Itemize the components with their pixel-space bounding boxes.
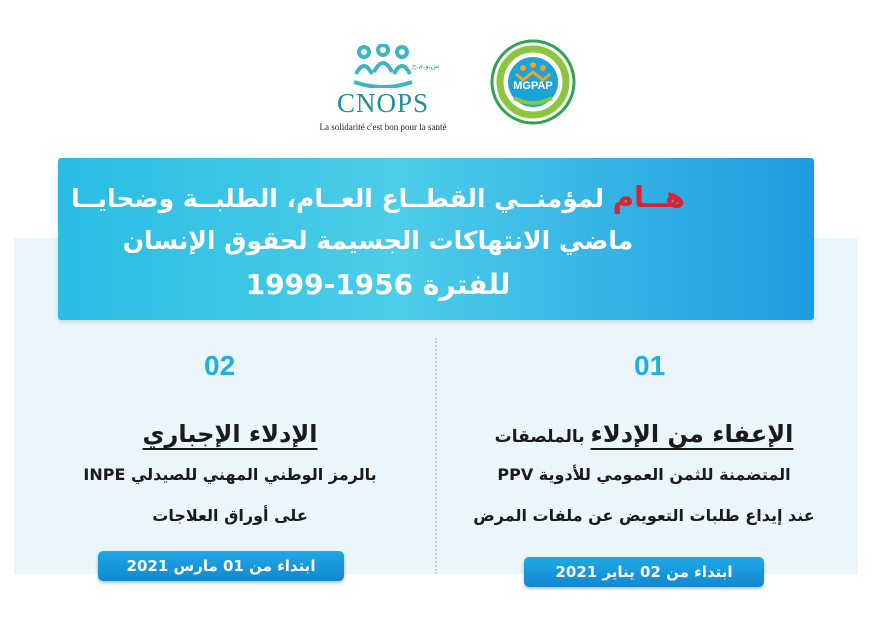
banner-line-2: ماضي الانتهاكات الجسيمة لحقوق الإنسان <box>122 226 634 255</box>
cnops-name: CNOPS <box>336 88 430 118</box>
mgpap-logo <box>490 24 576 136</box>
item1-date-badge: ابتداء من 02 يناير 2021 <box>524 557 764 587</box>
column-divider <box>435 338 437 574</box>
item2-heading: الإدلاء الإجباري <box>142 420 318 448</box>
mgpap-name: MGPAP <box>513 80 553 92</box>
banner-line-3: للفترة 1956-1999 <box>245 268 511 301</box>
item1-line-2: المتضمنة للثمن العمومي للأدوية PPV <box>497 465 791 484</box>
item1-heading-main: الإعفاء من الإدلاء <box>590 420 794 448</box>
banner-line-1-text: لمؤمنــي القطــاع العــام، الطلبــة وضحايــا <box>71 184 605 213</box>
item-number-02: 02 <box>204 350 236 381</box>
item-number-01: 01 <box>634 350 666 381</box>
cnops-tagline: La solidarité c'est bon pour la santé <box>319 122 447 132</box>
cnops-logo <box>308 44 458 144</box>
item1-line-3: عند إيداع طلبات التعويض عن ملفات المرض <box>473 506 815 525</box>
family-icon <box>350 44 416 88</box>
item1-heading <box>454 420 834 448</box>
item2-date-badge: ابتداء من 01 مارس 2021 <box>98 551 344 581</box>
item1-heading-suffix: بالملصقات <box>494 427 585 447</box>
item2-line-2: بالرمز الوطني المهني للصيدلي INPE <box>83 465 377 484</box>
banner-highlight: هــام <box>612 180 685 214</box>
cnops-arabic-mark: س.و.م.ح <box>412 62 440 70</box>
item2-line-3: على أوراق العلاجات <box>152 506 308 525</box>
banner-line-1 <box>0 180 756 214</box>
